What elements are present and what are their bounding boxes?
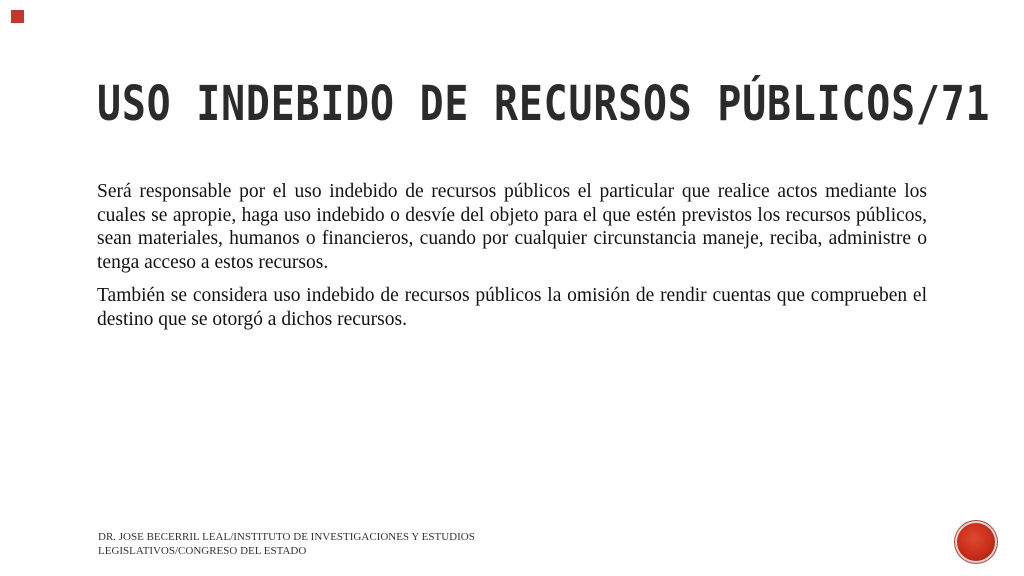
accent-square (11, 10, 24, 23)
slide-footer: DR. JOSE BECERRIL LEAL/INSTITUTO DE INVESTIGACIONES Y ESTUDIOS LEGISLATIVOS/CONGRESO DEL ESTADO (98, 531, 475, 557)
paragraph-1: Será responsable por el uso indebido de recursos públicos el particular que realice actos mediante los cuales se apropie, haga uso indebido o desvíe del objeto para el que estén previstos los recursos públicos, sean materiales, humanos o financieros, cuando por cualquier circunstancia maneje, reciba, administre o tenga acceso a estos recursos. (97, 181, 927, 273)
page-number-badge (957, 523, 995, 561)
slide-title: USO INDEBIDO DE RECURSOS PÚBLICOS/71 (97, 76, 991, 132)
paragraph-2: También se considera uso indebido de recursos públicos la omisión de rendir cuentas que comprueben el destino que se otorgó a dichos recursos. (97, 285, 927, 330)
slide-body (97, 180, 927, 341)
